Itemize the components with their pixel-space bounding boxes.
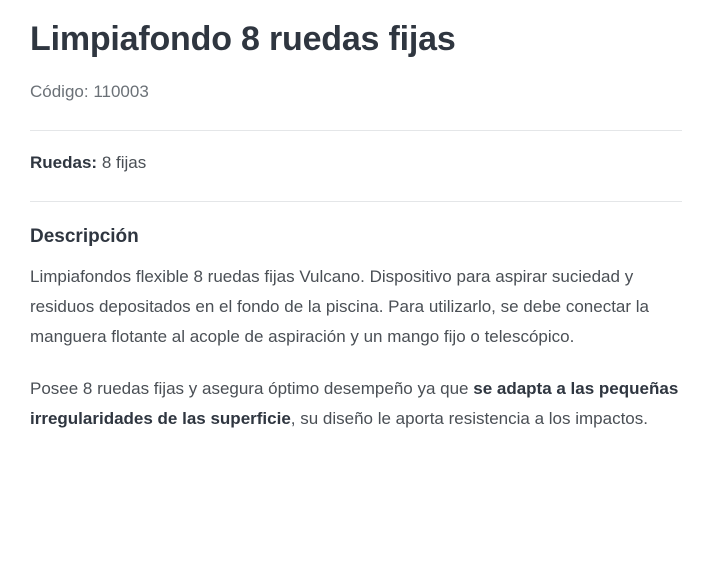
page-title: Limpiafondo 8 ruedas fijas [30, 20, 456, 58]
paragraph-2-text-end: , su diseño le aporta resistencia a los impactos. [290, 409, 648, 428]
description-paragraph-1: Limpiafondos flexible 8 ruedas fijas Vulcano. Dispositivo para aspirar suciedad y residuos depositados en el fondo de la piscina. Para utilizarlo, se debe conectar la manguera flotante al acople de aspiración y un mango fijo o telescópico. [30, 267, 649, 346]
divider-top [30, 130, 682, 131]
paragraph-2-text-start: Posee 8 ruedas fijas y asegura óptimo desempeño ya que [30, 379, 474, 398]
spec-ruedas [30, 153, 682, 173]
spec-ruedas-label: Ruedas: [30, 153, 98, 172]
paragraph-2-emphasis: se adapta a las pequeñas irregularidades de las superficie [30, 379, 679, 428]
product-code: Código: 110003 [30, 82, 149, 101]
divider-middle [30, 201, 682, 202]
spec-ruedas-value: 8 fijas [101, 153, 147, 172]
description-paragraph-2 [30, 374, 682, 434]
description-heading: Descripción [30, 226, 139, 247]
